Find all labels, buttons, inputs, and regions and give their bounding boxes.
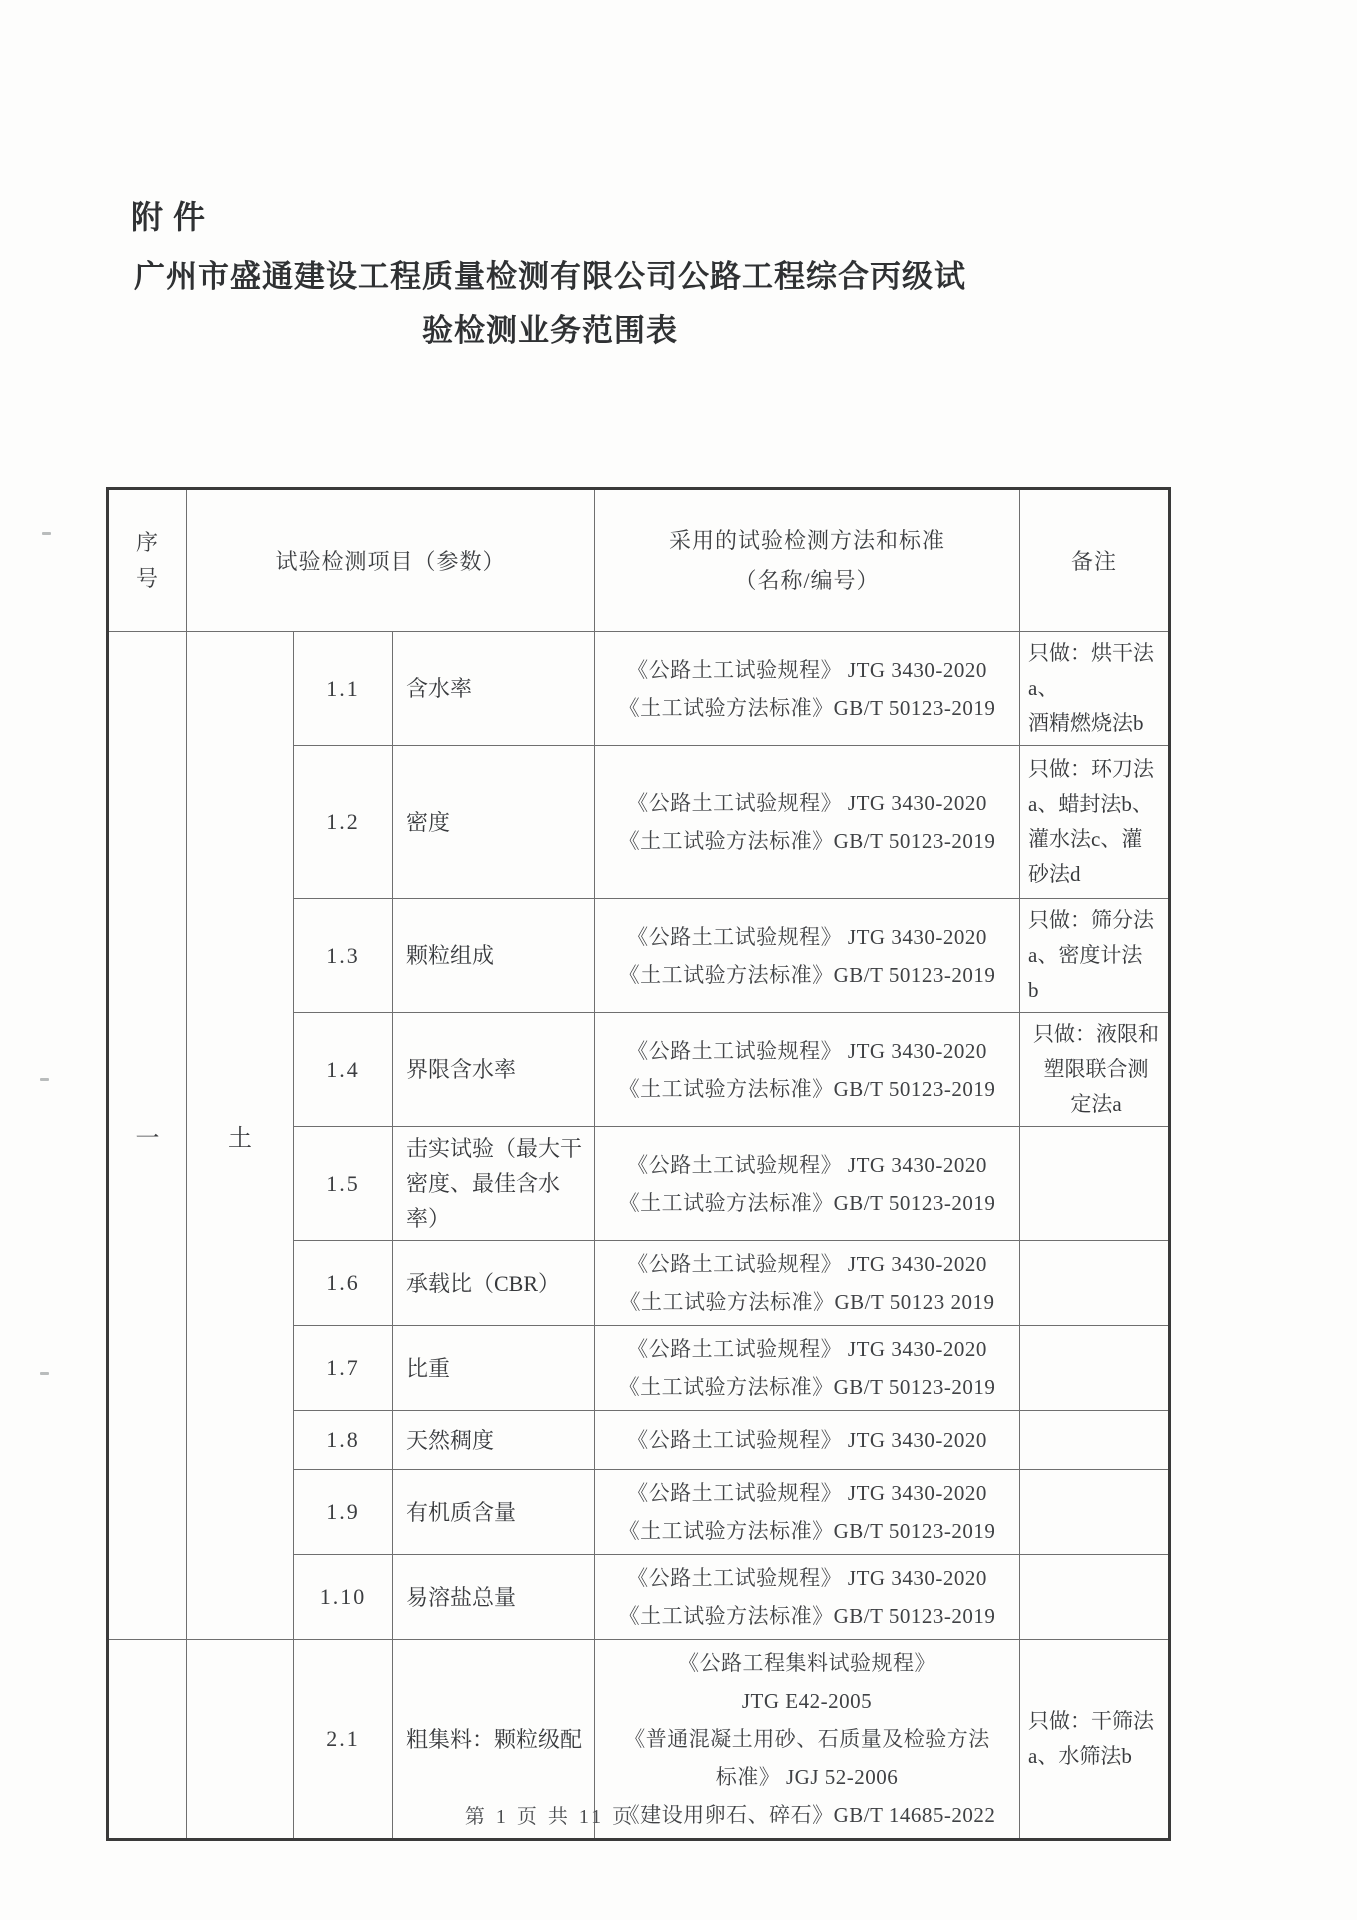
standard-line: 《公路土工试验规程》 JTG 3430-2020 bbox=[627, 791, 987, 815]
standard-line: 《土工试验方法标准》GB/T 50123-2019 bbox=[618, 829, 996, 853]
scan-artifact bbox=[40, 1372, 49, 1375]
remark-line: 只做：筛分法 bbox=[1028, 908, 1154, 932]
item-name: 粗集料：颗粒级配 bbox=[393, 1640, 595, 1840]
item-name: 击实试验（最大干密度、最佳含水率） bbox=[393, 1127, 595, 1241]
standard-line: 《公路土工试验规程》 JTG 3430-2020 bbox=[627, 1337, 987, 1361]
standard-line: 《土工试验方法标准》GB/T 50123-2019 bbox=[618, 1375, 996, 1399]
remark-line: 砂法d bbox=[1028, 862, 1081, 886]
standards-cell bbox=[595, 1013, 1020, 1127]
standards-cell bbox=[595, 899, 1020, 1013]
remark-cell bbox=[1020, 1411, 1170, 1470]
standards-cell bbox=[595, 1555, 1020, 1640]
item-name: 比重 bbox=[393, 1326, 595, 1411]
remark-cell bbox=[1020, 1555, 1170, 1640]
standard-line: 《公路土工试验规程》 JTG 3430-2020 bbox=[627, 1152, 987, 1177]
standards-cell bbox=[595, 1241, 1020, 1326]
row-number: 1.3 bbox=[294, 899, 393, 1013]
remark-cell bbox=[1020, 1013, 1170, 1127]
remark-cell bbox=[1020, 1470, 1170, 1555]
remark-cell bbox=[1020, 1326, 1170, 1411]
item-name: 颗粒组成 bbox=[393, 899, 595, 1013]
row-number: 1.5 bbox=[294, 1127, 393, 1241]
document-title bbox=[100, 250, 1000, 358]
row-number: 1.9 bbox=[294, 1470, 393, 1555]
row-number: 1.4 bbox=[294, 1013, 393, 1127]
item-name: 天然稠度 bbox=[393, 1411, 595, 1470]
standard-line: 《土工试验方法标准》GB/T 50123-2019 bbox=[618, 695, 996, 720]
section-category: 土 bbox=[187, 632, 294, 1640]
standards-cell bbox=[595, 1127, 1020, 1241]
standard-line: 《建设用卵石、碎石》GB/T 14685-2022 bbox=[618, 1803, 996, 1827]
scan-artifact bbox=[42, 532, 51, 535]
row-number: 1.6 bbox=[294, 1241, 393, 1326]
section-serial: 一 bbox=[108, 632, 187, 1640]
table-row bbox=[108, 632, 1170, 746]
standard-line: 《土工试验方法标准》GB/T 50123-2019 bbox=[618, 1519, 996, 1543]
item-name: 含水率 bbox=[393, 632, 595, 746]
header-remark: 备注 bbox=[1020, 489, 1170, 632]
header-method-line-1: 采用的试验检测方法和标准 bbox=[668, 527, 945, 553]
remark-line: 只做：烘干法 bbox=[1028, 641, 1154, 665]
standards-cell bbox=[595, 1470, 1020, 1555]
standard-line: 标准》 JGJ 52-2006 bbox=[715, 1765, 899, 1789]
attachment-label: 附件 bbox=[131, 199, 216, 235]
remark-cell bbox=[1020, 632, 1170, 746]
remark-line: a、水筛法b bbox=[1028, 1744, 1132, 1768]
remark-line: 定法a bbox=[1070, 1092, 1122, 1116]
remark-line: 只做：液限和 bbox=[1033, 1022, 1159, 1046]
remark-cell bbox=[1020, 746, 1170, 899]
item-name: 承载比（CBR） bbox=[393, 1241, 595, 1326]
remark-cell bbox=[1020, 1127, 1170, 1241]
standards-cell bbox=[595, 1326, 1020, 1411]
remark-line: 只做：干筛法 bbox=[1028, 1709, 1154, 1733]
remark-cell bbox=[1020, 1241, 1170, 1326]
remark-line: 塑限联合测 bbox=[1043, 1057, 1149, 1081]
standard-line: 《普通混凝土用砂、石质量及检验方法 bbox=[624, 1727, 990, 1751]
header-method-line-2: （名称/编号） bbox=[734, 567, 880, 593]
standard-line: 《公路土工试验规程》 JTG 3430-2020 bbox=[627, 924, 987, 949]
title-line-1: 广州市盛通建设工程质量检测有限公司公路工程综合丙级试 bbox=[134, 259, 966, 294]
remark-line: a、 bbox=[1028, 676, 1059, 700]
standard-line: 《土工试验方法标准》GB/T 50123 2019 bbox=[619, 1290, 995, 1314]
standard-line: 《公路土工试验规程》 JTG 3430-2020 bbox=[627, 1038, 987, 1063]
title-line-2: 验检测业务范围表 bbox=[422, 313, 678, 348]
test-scope-table bbox=[106, 487, 1171, 1841]
row-number: 1.8 bbox=[294, 1411, 393, 1470]
standard-line: 《土工试验方法标准》GB/T 50123-2019 bbox=[618, 1076, 996, 1101]
row-number: 1.10 bbox=[294, 1555, 393, 1640]
standard-line: 《公路土工试验规程》 JTG 3430-2020 bbox=[627, 657, 987, 682]
remark-cell bbox=[1020, 899, 1170, 1013]
standard-line: 《公路土工试验规程》 JTG 3430-2020 bbox=[627, 1481, 987, 1505]
standard-line: 《土工试验方法标准》GB/T 50123-2019 bbox=[618, 962, 996, 987]
header-serial-text: 序号 bbox=[135, 529, 159, 591]
standards-cell bbox=[595, 632, 1020, 746]
scan-artifact bbox=[40, 1078, 49, 1081]
row-number: 2.1 bbox=[294, 1640, 393, 1840]
item-name: 有机质含量 bbox=[393, 1470, 595, 1555]
remark-line: b bbox=[1028, 978, 1039, 1002]
remark-line: a、蜡封法b、 bbox=[1028, 792, 1153, 816]
remark-line: 只做：环刀法 bbox=[1028, 757, 1154, 781]
header-method bbox=[595, 489, 1020, 632]
item-name: 易溶盐总量 bbox=[393, 1555, 595, 1640]
page-number: 第 1 页 共 11 页 bbox=[464, 1806, 636, 1828]
remark-line: a、密度计法 bbox=[1028, 943, 1143, 967]
standard-line: 《公路土工试验规程》 JTG 3430-2020 bbox=[627, 1428, 987, 1452]
header-serial bbox=[108, 489, 187, 632]
standard-line: 《公路土工试验规程》 JTG 3430-2020 bbox=[627, 1252, 987, 1276]
standard-line: 《土工试验方法标准》GB/T 50123-2019 bbox=[618, 1190, 996, 1215]
standards-cell bbox=[595, 1411, 1020, 1470]
row-number: 1.2 bbox=[294, 746, 393, 899]
row-number: 1.1 bbox=[294, 632, 393, 746]
standard-line: JTG E42-2005 bbox=[741, 1689, 873, 1713]
standard-line: 《公路土工试验规程》 JTG 3430-2020 bbox=[627, 1566, 987, 1590]
item-name: 界限含水率 bbox=[393, 1013, 595, 1127]
item-name: 密度 bbox=[393, 746, 595, 899]
remark-line: 灌水法c、灌 bbox=[1028, 827, 1143, 851]
header-item: 试验检测项目（参数） bbox=[187, 489, 595, 632]
row-number: 1.7 bbox=[294, 1326, 393, 1411]
remark-line: 酒精燃烧法b bbox=[1028, 711, 1144, 735]
standard-line: 《土工试验方法标准》GB/T 50123-2019 bbox=[618, 1604, 996, 1628]
header-row bbox=[108, 489, 1170, 632]
standards-cell bbox=[595, 746, 1020, 899]
standard-line: 《公路工程集料试验规程》 bbox=[678, 1651, 936, 1675]
